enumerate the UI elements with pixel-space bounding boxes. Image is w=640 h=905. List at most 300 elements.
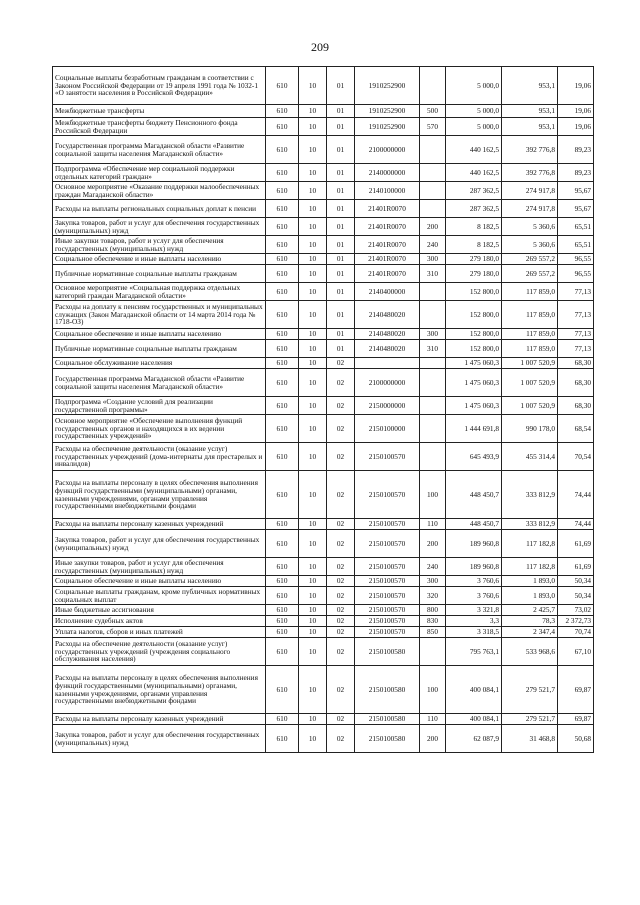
table-row [53,471,594,519]
expense-type-code [420,415,446,443]
subsection-code: 02 [327,530,355,558]
subsection-code: 02 [327,519,355,530]
row-name: Социальное обслуживание населения [53,358,266,369]
target-item-code: 2150100580 [355,666,420,714]
ved-code: 610 [266,415,299,443]
expense-type-code: 310 [420,265,446,283]
actual-amount: 1 007 520,9 [502,358,558,369]
ved-code: 610 [266,164,299,182]
table-row [53,218,594,236]
planned-amount: 287 362,5 [446,182,502,200]
expense-type-code [420,164,446,182]
subsection-code: 01 [327,301,355,329]
actual-amount: 953,1 [502,118,558,136]
actual-amount: 117 859,0 [502,340,558,358]
target-item-code: 2150100570 [355,558,420,576]
table-row [53,415,594,443]
actual-amount: 117 182,8 [502,558,558,576]
section-code: 10 [299,369,327,397]
target-item-code: 2140400000 [355,283,420,301]
target-item-code: 2150100570 [355,587,420,605]
table-row [53,714,594,725]
planned-amount: 152 800,0 [446,329,502,340]
table-row [53,265,594,283]
expense-type-code [420,443,446,471]
table-row [53,519,594,530]
ved-code: 610 [266,340,299,358]
table-row [53,666,594,714]
section-code: 10 [299,200,327,218]
subsection-code: 02 [327,638,355,666]
subsection-code: 01 [327,218,355,236]
subsection-code: 01 [327,118,355,136]
actual-amount: 1 007 520,9 [502,369,558,397]
subsection-code: 01 [327,329,355,340]
ved-code: 610 [266,576,299,587]
table-row [53,340,594,358]
actual-amount: 392 776,8 [502,164,558,182]
section-code: 10 [299,576,327,587]
planned-amount: 1 475 060,3 [446,358,502,369]
expense-type-code: 240 [420,236,446,254]
subsection-code: 02 [327,666,355,714]
table-row [53,358,594,369]
target-item-code: 2150100570 [355,530,420,558]
execution-percent: 74,44 [558,519,594,530]
subsection-code: 01 [327,254,355,265]
actual-amount: 269 557,2 [502,265,558,283]
row-name: Основное мероприятие «Обеспечение выполнения функций государственных органов и находящихся в их ведении государственных учреждений» [53,415,266,443]
planned-amount: 152 800,0 [446,301,502,329]
actual-amount: 1 893,0 [502,587,558,605]
actual-amount: 1 007 520,9 [502,397,558,415]
table-row [53,200,594,218]
expense-type-code: 830 [420,616,446,627]
planned-amount: 189 960,8 [446,558,502,576]
target-item-code: 21401R0070 [355,265,420,283]
planned-amount: 1 475 060,3 [446,397,502,415]
row-name: Социальное обеспечение и иные выплаты населению [53,329,266,340]
expense-type-code: 100 [420,471,446,519]
ved-code: 610 [266,530,299,558]
expense-type-code: 110 [420,519,446,530]
table-row [53,443,594,471]
target-item-code: 2150100570 [355,471,420,519]
planned-amount: 5 000,0 [446,118,502,136]
planned-amount: 287 362,5 [446,200,502,218]
target-item-code: 2150100570 [355,443,420,471]
ved-code: 610 [266,118,299,136]
planned-amount: 3 760,6 [446,587,502,605]
table-row [53,605,594,616]
ved-code: 610 [266,638,299,666]
section-code: 10 [299,605,327,616]
ved-code: 610 [266,236,299,254]
table-row [53,638,594,666]
section-code: 10 [299,519,327,530]
expense-type-code: 320 [420,587,446,605]
target-item-code: 1910252900 [355,118,420,136]
row-name: Исполнение судебных актов [53,616,266,627]
expense-type-code: 300 [420,254,446,265]
ved-code: 610 [266,369,299,397]
planned-amount: 3 318,5 [446,627,502,638]
section-code: 10 [299,136,327,164]
target-item-code: 2150100580 [355,714,420,725]
actual-amount: 990 178,0 [502,415,558,443]
ved-code: 610 [266,105,299,118]
section-code: 10 [299,415,327,443]
section-code: 10 [299,471,327,519]
expense-type-code: 300 [420,576,446,587]
target-item-code: 21401R0070 [355,254,420,265]
subsection-code: 02 [327,576,355,587]
planned-amount: 1 444 691,8 [446,415,502,443]
subsection-code: 02 [327,471,355,519]
actual-amount: 533 968,6 [502,638,558,666]
subsection-code: 01 [327,283,355,301]
planned-amount: 3 321,8 [446,605,502,616]
subsection-code: 02 [327,725,355,753]
execution-percent: 77,13 [558,301,594,329]
expense-type-code [420,369,446,397]
ved-code: 610 [266,519,299,530]
ved-code: 610 [266,283,299,301]
execution-percent: 65,51 [558,236,594,254]
target-item-code: 2150100580 [355,725,420,753]
ved-code: 610 [266,616,299,627]
table-row [53,329,594,340]
actual-amount: 5 360,6 [502,236,558,254]
execution-percent: 19,06 [558,105,594,118]
execution-percent: 65,51 [558,218,594,236]
section-code: 10 [299,218,327,236]
row-name: Межбюджетные трансферты бюджету Пенсионного фонда Российской Федерации [53,118,266,136]
target-item-code: 2140480020 [355,340,420,358]
execution-percent: 96,55 [558,254,594,265]
planned-amount: 400 084,1 [446,714,502,725]
subsection-code: 01 [327,340,355,358]
row-name: Расходы на выплаты региональных социальных доплат к пенсии [53,200,266,218]
ved-code: 610 [266,301,299,329]
page-number: 209 [311,40,329,54]
row-name: Расходы на выплаты персоналу в целях обеспечения выполнения функций государственными (муниципальными) органами, казенными учреждениями, органами управления государственными внебюджетными фондами [53,471,266,519]
section-code: 10 [299,616,327,627]
actual-amount: 274 917,8 [502,182,558,200]
target-item-code: 21401R0070 [355,218,420,236]
section-code: 10 [299,558,327,576]
subsection-code: 01 [327,136,355,164]
expense-type-code: 200 [420,725,446,753]
execution-percent: 95,67 [558,182,594,200]
section-code: 10 [299,725,327,753]
execution-percent: 68,30 [558,397,594,415]
target-item-code: 21401R0070 [355,236,420,254]
row-name: Закупка товаров, работ и услуг для обеспечения государственных (муниципальных) нужд [53,530,266,558]
expense-type-code [420,182,446,200]
table-row [53,67,594,105]
section-code: 10 [299,587,327,605]
ved-code: 610 [266,136,299,164]
ved-code: 610 [266,471,299,519]
actual-amount: 117 182,8 [502,530,558,558]
execution-percent: 67,10 [558,638,594,666]
actual-amount: 455 314,4 [502,443,558,471]
ved-code: 610 [266,67,299,105]
planned-amount: 3,3 [446,616,502,627]
target-item-code: 2140480020 [355,301,420,329]
target-item-code: 2150100570 [355,616,420,627]
expense-type-code [420,638,446,666]
section-code: 10 [299,67,327,105]
planned-amount: 795 763,1 [446,638,502,666]
row-name: Подпрограмма «Обеспечение мер социальной поддержки отдельных категорий граждан» [53,164,266,182]
section-code: 10 [299,530,327,558]
planned-amount: 440 162,5 [446,164,502,182]
section-code: 10 [299,340,327,358]
execution-percent: 50,34 [558,576,594,587]
expense-type-code [420,67,446,105]
target-item-code: 1910252900 [355,105,420,118]
execution-percent: 19,06 [558,67,594,105]
ved-code: 610 [266,358,299,369]
table-row [53,616,594,627]
table-row [53,627,594,638]
execution-percent: 2 372,73 [558,616,594,627]
actual-amount: 5 360,6 [502,218,558,236]
ved-code: 610 [266,627,299,638]
target-item-code: 1910252900 [355,67,420,105]
execution-percent: 70,74 [558,627,594,638]
table-row [53,105,594,118]
row-name: Публичные нормативные социальные выплаты гражданам [53,340,266,358]
subsection-code: 02 [327,415,355,443]
planned-amount: 440 162,5 [446,136,502,164]
row-name: Основное мероприятие «Оказание поддержки малообеспеченных граждан Магаданской области» [53,182,266,200]
execution-percent: 19,06 [558,118,594,136]
expense-type-code: 110 [420,714,446,725]
execution-percent: 69,87 [558,714,594,725]
execution-percent: 50,68 [558,725,594,753]
table-row [53,118,594,136]
table-row [53,182,594,200]
section-code: 10 [299,443,327,471]
subsection-code: 02 [327,587,355,605]
row-name: Социальное обеспечение и иные выплаты населению [53,254,266,265]
subsection-code: 01 [327,236,355,254]
ved-code: 610 [266,265,299,283]
actual-amount: 117 859,0 [502,329,558,340]
ved-code: 610 [266,397,299,415]
table-row [53,236,594,254]
planned-amount: 5 000,0 [446,67,502,105]
target-item-code: 2140480020 [355,329,420,340]
row-name: Закупка товаров, работ и услуг для обеспечения государственных (муниципальных) нужд [53,725,266,753]
ved-code: 610 [266,725,299,753]
subsection-code: 01 [327,200,355,218]
target-item-code: 2140100000 [355,182,420,200]
target-item-code: 2150100570 [355,605,420,616]
planned-amount: 3 760,6 [446,576,502,587]
actual-amount: 78,3 [502,616,558,627]
subsection-code: 02 [327,627,355,638]
section-code: 10 [299,265,327,283]
section-code: 10 [299,666,327,714]
row-name: Социальное обеспечение и иные выплаты населению [53,576,266,587]
ved-code: 610 [266,443,299,471]
subsection-code: 02 [327,616,355,627]
planned-amount: 400 084,1 [446,666,502,714]
target-item-code: 2140000000 [355,164,420,182]
table-row [53,283,594,301]
planned-amount: 279 180,0 [446,254,502,265]
ved-code: 610 [266,254,299,265]
subsection-code: 02 [327,558,355,576]
expense-type-code [420,397,446,415]
actual-amount: 117 859,0 [502,283,558,301]
execution-percent: 61,69 [558,530,594,558]
planned-amount: 8 182,5 [446,236,502,254]
execution-percent: 61,69 [558,558,594,576]
actual-amount: 279 521,7 [502,666,558,714]
expense-type-code: 500 [420,105,446,118]
expense-type-code: 850 [420,627,446,638]
table-row [53,136,594,164]
section-code: 10 [299,301,327,329]
actual-amount: 2 425,7 [502,605,558,616]
row-name: Уплата налогов, сборов и иных платежей [53,627,266,638]
actual-amount: 333 812,9 [502,471,558,519]
row-name: Расходы на выплаты персоналу казенных учреждений [53,519,266,530]
expense-type-code [420,358,446,369]
execution-percent: 77,13 [558,283,594,301]
ved-code: 610 [266,714,299,725]
planned-amount: 189 960,8 [446,530,502,558]
target-item-code: 2150100570 [355,576,420,587]
expense-type-code: 800 [420,605,446,616]
table-row [53,164,594,182]
execution-percent: 77,13 [558,340,594,358]
execution-percent: 73,02 [558,605,594,616]
table-row [53,725,594,753]
subsection-code: 02 [327,369,355,397]
planned-amount: 448 450,7 [446,519,502,530]
expense-type-code: 100 [420,666,446,714]
row-name: Иные бюджетные ассигнования [53,605,266,616]
row-name: Иные закупки товаров, работ и услуг для обеспечения государственных (муниципальных) нужд [53,558,266,576]
subsection-code: 01 [327,182,355,200]
expense-type-code: 200 [420,218,446,236]
actual-amount: 31 468,8 [502,725,558,753]
actual-amount: 1 893,0 [502,576,558,587]
row-name: Подпрограмма «Создание условий для реализации государственной программы» [53,397,266,415]
execution-percent: 70,54 [558,443,594,471]
table-row [53,369,594,397]
section-code: 10 [299,118,327,136]
planned-amount: 279 180,0 [446,265,502,283]
table-row [53,301,594,329]
ved-code: 610 [266,605,299,616]
section-code: 10 [299,105,327,118]
row-name: Закупка товаров, работ и услуг для обеспечения государственных (муниципальных) нужд [53,218,266,236]
target-item-code: 21401R0070 [355,200,420,218]
table-row [53,530,594,558]
expense-type-code [420,200,446,218]
section-code: 10 [299,358,327,369]
execution-percent: 68,30 [558,369,594,397]
planned-amount: 62 087,9 [446,725,502,753]
planned-amount: 152 800,0 [446,340,502,358]
row-name: Социальные выплаты безработным гражданам в соответствии с Законом Российской Федерации от 19 апреля 1991 года № 1032-1 «О занятости населения в Российской Федерации» [53,67,266,105]
actual-amount: 279 521,7 [502,714,558,725]
section-code: 10 [299,638,327,666]
section-code: 10 [299,182,327,200]
target-item-code: 2150100580 [355,638,420,666]
row-name: Государственная программа Магаданской области «Развитие социальной защиты населения Магаданской области» [53,136,266,164]
row-name: Расходы на доплату к пенсиям государственных и муниципальных служащих (Закон Магаданской области от 14 марта 2014 года № 1718-ОЗ) [53,301,266,329]
execution-percent: 50,34 [558,587,594,605]
expense-type-code: 570 [420,118,446,136]
target-item-code: 2150100570 [355,627,420,638]
planned-amount: 5 000,0 [446,105,502,118]
row-name: Расходы на выплаты персоналу в целях обеспечения выполнения функций государственными (муниципальными) органами, казенными учреждениями, органами управления государственными внебюджетными фондами [53,666,266,714]
expense-type-code: 300 [420,329,446,340]
expense-type-code: 200 [420,530,446,558]
subsection-code: 02 [327,443,355,471]
target-item-code: 2150000000 [355,397,420,415]
subsection-code: 02 [327,605,355,616]
subsection-code: 02 [327,358,355,369]
table-row [53,576,594,587]
planned-amount: 1 475 060,3 [446,369,502,397]
section-code: 10 [299,283,327,301]
planned-amount: 448 450,7 [446,471,502,519]
section-code: 10 [299,254,327,265]
planned-amount: 152 800,0 [446,283,502,301]
actual-amount: 953,1 [502,67,558,105]
target-item-code: 2100000000 [355,136,420,164]
budget-table [52,66,594,753]
execution-percent: 68,54 [558,415,594,443]
row-name: Межбюджетные трансферты [53,105,266,118]
target-item-code: 2150100570 [355,519,420,530]
actual-amount: 117 859,0 [502,301,558,329]
actual-amount: 269 557,2 [502,254,558,265]
subsection-code: 01 [327,265,355,283]
row-name: Расходы на обеспечение деятельности (оказание услуг) государственных учреждений (учреждения социального обслуживания населения) [53,638,266,666]
planned-amount: 645 493,9 [446,443,502,471]
subsection-code: 01 [327,164,355,182]
actual-amount: 2 347,4 [502,627,558,638]
execution-percent: 69,87 [558,666,594,714]
ved-code: 610 [266,200,299,218]
ved-code: 610 [266,182,299,200]
row-name: Основное мероприятие «Социальная поддержка отдельных категорий граждан Магаданской области» [53,283,266,301]
ved-code: 610 [266,329,299,340]
execution-percent: 96,55 [558,265,594,283]
expense-type-code: 310 [420,340,446,358]
section-code: 10 [299,714,327,725]
subsection-code: 02 [327,714,355,725]
expense-type-code: 240 [420,558,446,576]
table-row [53,254,594,265]
table-row [53,558,594,576]
subsection-code: 02 [327,397,355,415]
section-code: 10 [299,329,327,340]
ved-code: 610 [266,558,299,576]
ved-code: 610 [266,666,299,714]
execution-percent: 74,44 [558,471,594,519]
